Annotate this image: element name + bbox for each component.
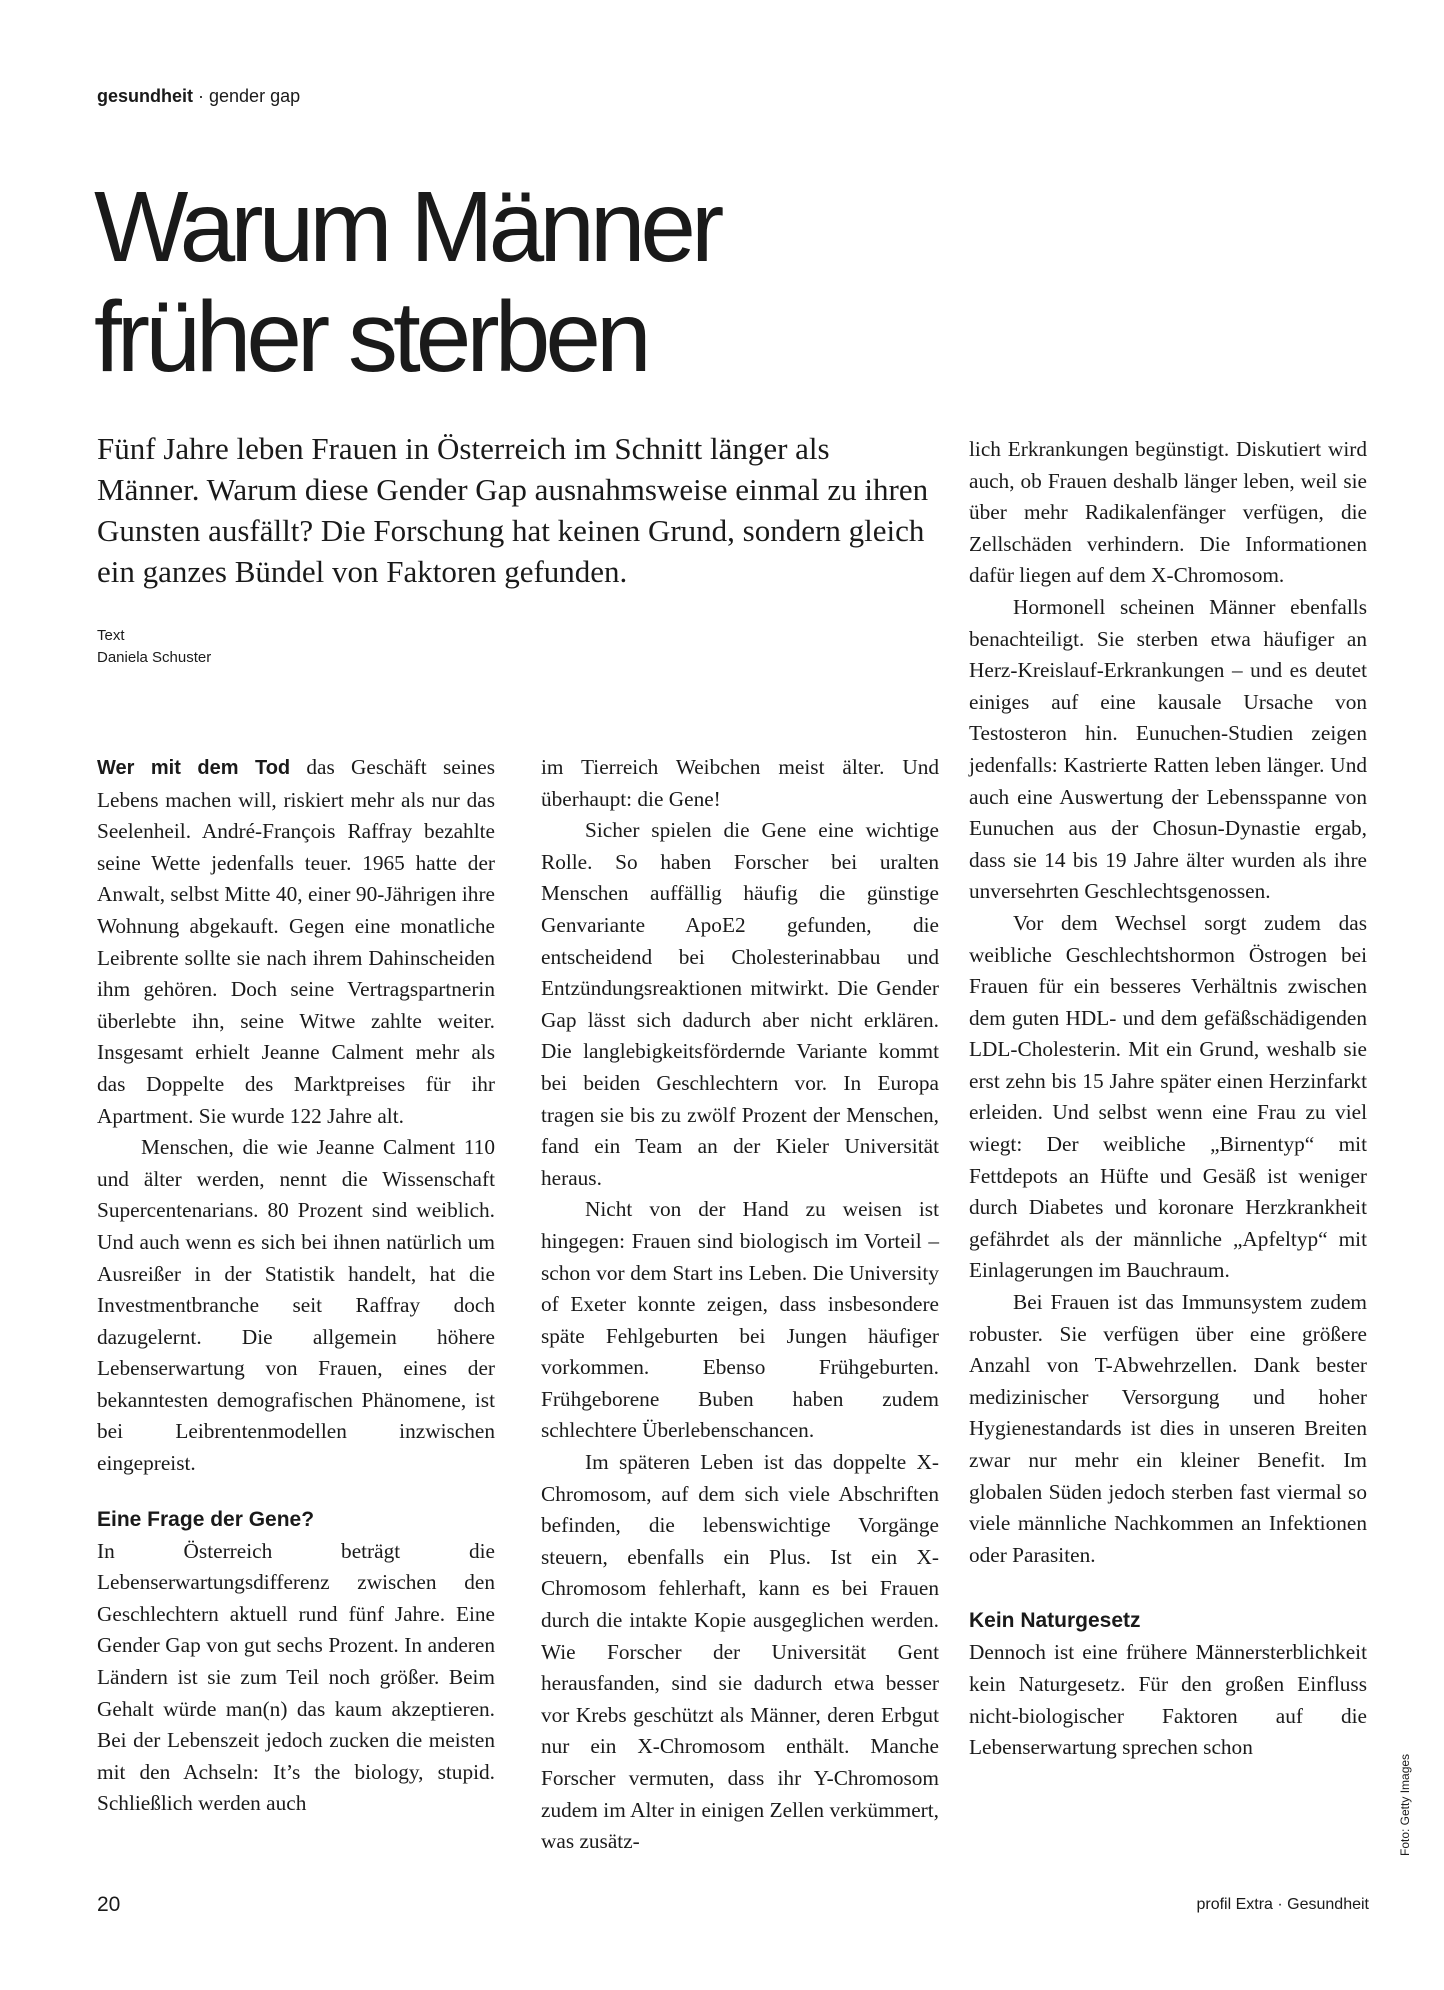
credit-author: Daniela Schuster	[97, 649, 212, 666]
subheading: Eine Frage der Gene?	[97, 1507, 315, 1531]
body-paragraph: Sicher spielen die Gene eine wichtige Rolle. So haben Forscher bei uralten Menschen auffällig häufig die günstige Genvariante ApoE2 gefunden, die entscheidend bei Cholesterinabbau und Entzündungsreaktionen mitwirkt. Die Gender Gap lässt sich dadurch aber nicht erklären. Die langlebigkeitsfördernde Variante kommt bei beiden Geschlechtern vor. In Europa tragen sie bis zu zwölf Prozent der Menschen, fand ein Team an der Kieler Universität heraus.	[541, 818, 939, 1190]
body-paragraph: Wer mit dem Tod das Geschäft seines Lebens machen will, riskiert mehr als nur das Seelenheil. André-François Raffray bezahlte seine Wette jedenfalls teuer. 1965 hatte der Anwalt, selbst Mitte 40, einer 90-Jährigen ihre Wohnung abgekauft. Gegen eine monatliche Leibrente sollte sie nach ihrem Dahinscheiden ihm gehören. Doch seine Vertragspartnerin überlebte ihn, seine Witwe zahlte weiter. Insgesamt erhielt Jeanne Calment mehr als das Doppelte des Marktpreises für ihr Apartment. Sie wurde 122 Jahre alt.	[97, 755, 495, 1128]
kicker-separator: ·	[193, 86, 210, 106]
body-paragraph: Dennoch ist eine frühere Männersterblichkeit kein Naturgesetz. Für den großen Einfluss nicht-biologischer Faktoren auf die Lebenserwartung sprechen schon	[969, 1640, 1367, 1760]
run-in-heading: Wer mit dem Tod	[97, 757, 291, 779]
credit-label: Text	[97, 627, 125, 644]
article-lead: Fünf Jahre leben Frauen in Österreich im Schnitt länger als Männer. Warum diese Gender Gap ausnahmsweise einmal zu ihren Gunsten ausfällt? Die Forschung hat keinen Grund, sondern gleich ein ganzes Bündel von Faktoren gefunden.	[97, 431, 929, 589]
body-paragraph: lich Erkrankungen begünstigt. Diskutiert wird auch, ob Frauen deshalb länger leben, weil sie über mehr Radikalenfänger verfügen, die Zellschäden verhindern. Die Informationen dafür liegen auf dem X-Chromosom.	[969, 437, 1367, 588]
body-column-2	[541, 752, 939, 1858]
kicker-section: gesundheit	[97, 86, 194, 106]
page-number: 20	[97, 1893, 121, 1916]
author-credit	[97, 625, 211, 669]
body-paragraph: Im späteren Leben ist das doppelte X-Chromosom, auf dem sich viele Abschriften befinden, die lebenswichtige Vorgänge steuern, ebenfalls ein Plus. Ist ein X-Chromosom fehlerhaft, kann es bei Frauen durch die intakte Kopie ausgeglichen werden. Wie Forscher der Universität Gent herausfanden, sind sie dadurch etwa besser vor Krebs geschützt als Männer, deren Erbgut nur ein X-Chromosom enthält. Manche Forscher vermuten, dass ihr Y-Chromosom zudem im Alter in einigen Zellen verkümmert, was zusätz-	[541, 1450, 939, 1854]
body-paragraph: im Tierreich Weibchen meist älter. Und überhaupt: die Gene!	[541, 755, 939, 811]
headline-line-2: früher sterben	[94, 281, 647, 393]
subheading: Kein Naturgesetz	[969, 1609, 1141, 1633]
publication-footer: profil Extra · Gesundheit	[1196, 1896, 1369, 1913]
photo-credit: Foto: Getty Images	[1398, 1753, 1412, 1856]
section-kicker	[97, 86, 300, 107]
body-paragraph: Bei Frauen ist das Immunsystem zudem robuster. Sie verfügen über eine größere Anzahl von T-Abwehrzellen. Dank bester medizinischer Versorgung und hoher Hygienestandards ist dies in unseren Breiten zwar nur mehr ein kleiner Benefit. Im globalen Süden jedoch sterben fast viermal so viele männliche Nachkommen an Infektionen oder Parasiten.	[969, 1290, 1367, 1567]
body-column-1	[97, 752, 495, 1820]
kicker-topic: gender gap	[209, 86, 301, 106]
headline-line-1: Warum Männer	[94, 171, 720, 283]
body-paragraph: Hormonell scheinen Männer ebenfalls benachteiligt. Sie sterben etwa häufiger an Herz-Kreislauf-Erkrankungen – und es deutet einiges auf eine kausale Ursache von Testosteron hin. Eunuchen-Studien zeigen jedenfalls: Kastrierte Ratten leben länger. Und auch eine Auswertung der Lebensspanne von Eunuchen aus der Chosun-Dynastie ergab, dass sie 14 bis 19 Jahre älter wurden als ihre unversehrten Geschlechtsgenossen.	[969, 594, 1367, 904]
body-column-3	[969, 434, 1367, 1764]
body-paragraph: Nicht von der Hand zu weisen ist hingegen: Frauen sind biologisch im Vorteil – schon vor dem Start ins Leben. Die University of Exeter konnte zeigen, dass insbesondere späte Fehlgeburten bei Jungen häufiger vorkommen. Ebenso Frühgeburten. Frühgeborene Buben haben zudem schlechtere Überlebenschancen.	[541, 1197, 939, 1443]
body-paragraph: Menschen, die wie Jeanne Calment 110 und älter werden, nennt die Wissenschaft Supercentenarians. 80 Prozent sind weiblich. Und auch wenn es sich bei ihnen natürlich um Ausreißer in der Statistik handelt, hat die Investmentbranche seit Raffray doch dazugelernt. Die allgemein höhere Lebenserwartung von Frauen, eines der bekanntesten demografischen Phänomene, ist bei Leibrentenmodellen inzwischen eingepreist.	[97, 1135, 495, 1476]
body-paragraph: In Österreich beträgt die Lebenserwartungsdifferenz zwischen den Geschlechtern aktuell rund fünf Jahre. Eine Gender Gap von gut sechs Prozent. In anderen Ländern ist sie zum Teil noch größer. Beim Gehalt würde man(n) das kaum akzeptieren. Bei der Lebenszeit jedoch zucken die meisten mit den Achseln: It’s the biology, stupid. Schließlich werden auch	[97, 1538, 495, 1816]
article-headline	[94, 172, 719, 392]
body-paragraph: Vor dem Wechsel sorgt zudem das weibliche Geschlechtshormon Östrogen bei Frauen für ein besseres Verhältnis zwischen dem guten HDL- und dem gefäßschädigenden LDL-Cholesterin. Mit ein Grund, weshalb sie erst zehn bis 15 Jahre später einen Herzinfarkt erleiden. Und selbst wenn eine Frau zu viel wiegt: Der weibliche „Birnentyp“ mit Fettdepots an Hüfte und Gesäß ist weniger durch Diabetes und koronare Herzkrankheit gefährdet als der männliche „Apfeltyp“ mit Einlagerungen im Bauchraum.	[969, 910, 1367, 1283]
